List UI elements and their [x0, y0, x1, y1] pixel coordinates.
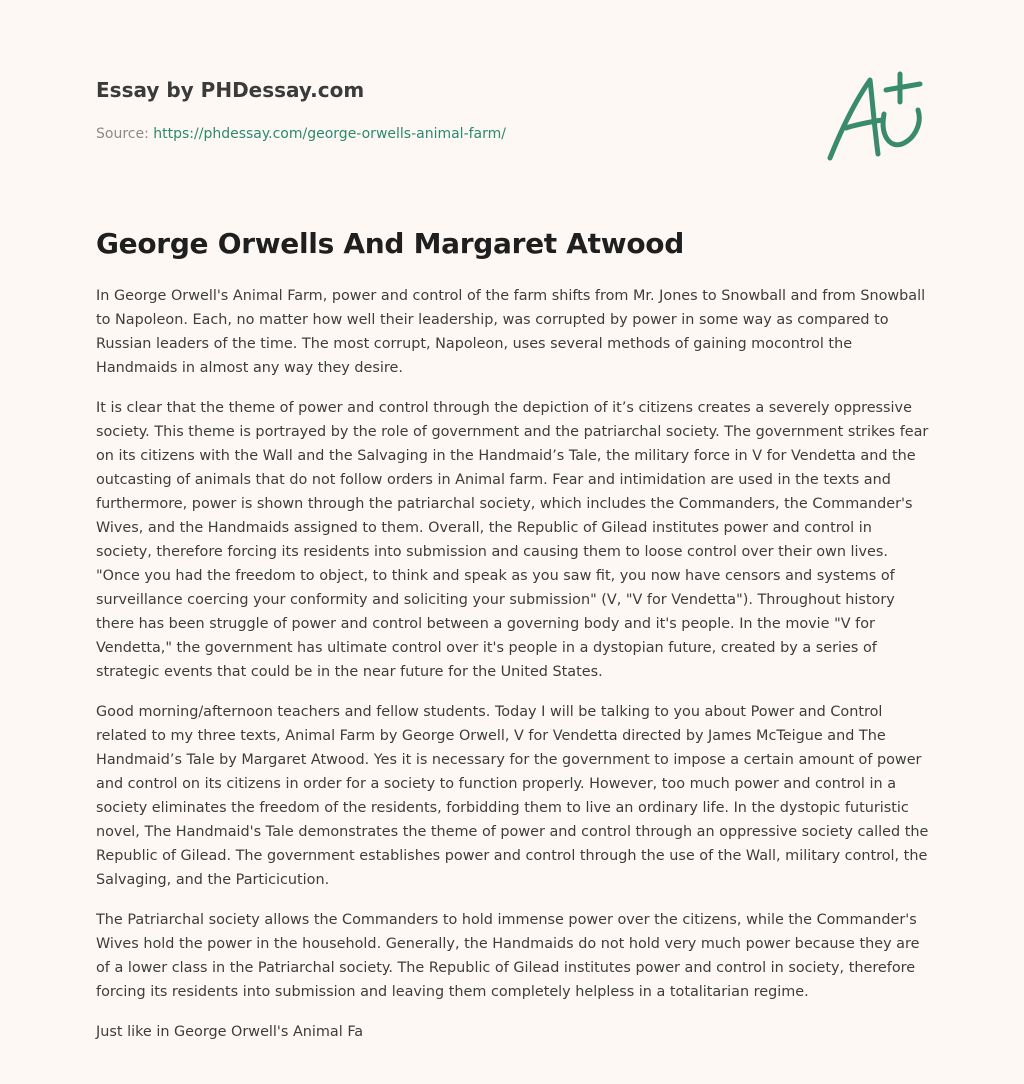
source-link[interactable]: https://phdessay.com/george-orwells-animal-farm/ — [153, 126, 506, 142]
a-plus-logo-icon — [822, 66, 928, 166]
essay-paragraph: Good morning/afternoon teachers and fellow students. Today I will be talking to you about Power and Control related to my three texts, Animal Farm by George Orwell, V for Vendetta directed by James McTeigue and The Handmaid’s Tale by Margaret Atwood. Yes it is necessary for the government to impose a certain amount of power and control on its citizens in order for a society to function properly. However, too much power and control in a society eliminates the freedom of the residents, forbidding them to live an ordinary life. In the dystopic futuristic novel, The Handmaid's Tale demonstrates the theme of power and control through an oppressive society called the Republic of Gilead. The government establishes power and control through the use of the Wall, military control, the Salvaging, and the Particicution. — [96, 704, 929, 888]
brand-title: Essay by PHDessay.com — [96, 78, 365, 102]
essay-paragraph: In George Orwell's Animal Farm, power and control of the farm shifts from Mr. Jones to Snowball and from Snowball to Napoleon. Each, no matter how well their leadership, was corrupted by power in some way as compared to Russian leaders of the time. The most corrupt, Napoleon, uses several methods of gaining mocontrol the Handmaids in almost any way they desire. — [96, 288, 926, 376]
essay-paragraph: Just like in George Orwell's Animal Fa — [96, 1024, 364, 1040]
document-header — [96, 76, 796, 144]
essay-title: George Orwells And Margaret Atwood — [96, 227, 684, 260]
essay-paragraph: The Patriarchal society allows the Commanders to hold immense power over the citizens, while the Commander's Wives hold the power in the household. Generally, the Handmaids do not hold very much power because they are of a lower class in the Patriarchal society. The Republic of Gilead institutes power and control in society, therefore forcing its residents into submission and leaving them completely helpless in a totalitarian regime. — [96, 912, 920, 1000]
essay-paragraph: It is clear that the theme of power and control through the depiction of it’s citizens creates a severely oppressive society. This theme is portrayed by the role of government and the patriarchal society. The government strikes fear on its citizens with the Wall and the Salvaging in the Handmaid’s Tale, the military force in V for Vendetta and the outcasting of animals that do not follow orders in Animal farm. Fear and intimidation are used in the texts and furthermore, power is shown through the patriarchal society, which includes the Commanders, the Commander's Wives, and the Handmaids assigned to them. Overall, the Republic of Gilead institutes power and control in society, therefore forcing its residents into submission and causing them to loose control over their own lives. "Once you had the freedom to object, to think and speak as you saw fit, you now have censors and systems of surveillance coercing your conformity and soliciting your submission" (V, "V for Vendetta"). Throughout history there has been struggle of power and control between a governing body and it's people. In the movie "V for Vendetta," the government has ultimate control over it's people in a dystopian future, created by a series of strategic events that could be in the near future for the United States. — [96, 400, 929, 680]
source-line — [96, 124, 796, 144]
source-label: Source: — [96, 126, 154, 142]
essay-body — [96, 284, 930, 1060]
